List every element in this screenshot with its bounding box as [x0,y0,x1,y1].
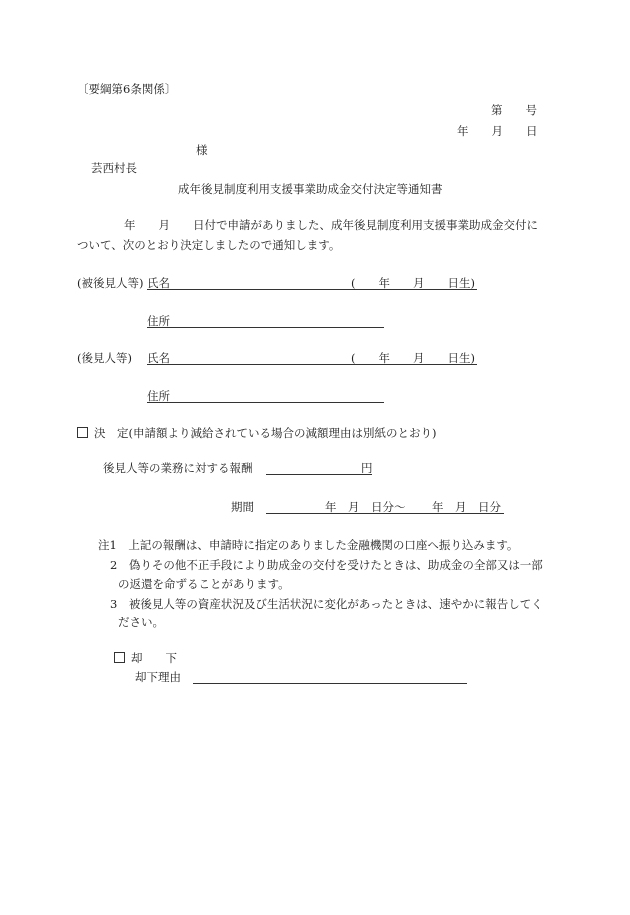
ward-name-label: 氏名 [147,276,170,290]
period-label: 期間 [231,500,254,514]
fee-label: 後見人等の業務に対する報酬 [103,461,253,475]
guardian-birth-date: ( 年 月 日生) [351,351,475,365]
guardian-label: (後見人等) [77,351,132,365]
ward-address-line [147,327,384,328]
note-3-line-2: ださい。 [118,615,164,629]
note-1: 注1 上記の報酬は、申請時に指定のありました金融機関の口座へ振り込みます。 [98,538,519,552]
fee-unit: 円 [361,461,373,475]
ward-address-label: 住所 [147,314,170,328]
note-2-line-1: 2 偽りその他不正手段により助成金の交付を受けたときは、助成金の全部又は一部 [110,558,543,572]
decision-checkbox[interactable] [77,427,88,438]
intro-line-1: 年 月 日付で申請がありました、成年後見制度利用支援事業助成金交付に [124,218,538,232]
intro-line-2: ついて、次のとおり決定しましたので通知します。 [77,238,341,252]
guardian-address-label: 住所 [147,389,170,403]
note-3-line-1: 3 被後見人等の資産状況及び生活状況に変化があったときは、速やかに報告してく [110,597,543,611]
ward-birth-date: ( 年 月 日生) [351,276,475,290]
ward-label: (被後見人等) [77,276,144,290]
period-to: 年 月 日分 [432,500,501,514]
addressee-suffix: 様 [196,143,208,157]
rejection-row [114,650,177,666]
doc-reference: 〔要綱第6条関係〕 [77,82,177,96]
period-from: 年 月 日分〜 [325,500,406,514]
note-2-line-2: の返還を命ずることがあります。 [118,577,290,591]
document-title: 成年後見制度利用支援事業助成金交付決定等通知書 [178,182,443,196]
guardian-address-line [147,402,384,403]
rejection-label: 却 下 [131,651,177,665]
decision-row [77,425,436,441]
guardian-name-label: 氏名 [147,351,170,365]
document-number: 第 号 [491,103,537,117]
fee-amount-line [266,474,372,475]
document-date: 年 月 日 [457,124,538,138]
decision-label: 決 定(申請額より減給されている場合の減額理由は別紙のとおり) [94,426,437,440]
rejection-checkbox[interactable] [114,652,125,663]
rejection-reason-line [193,683,467,684]
issuer: 芸西村長 [91,161,137,175]
rejection-reason-label: 却下理由 [135,670,181,684]
